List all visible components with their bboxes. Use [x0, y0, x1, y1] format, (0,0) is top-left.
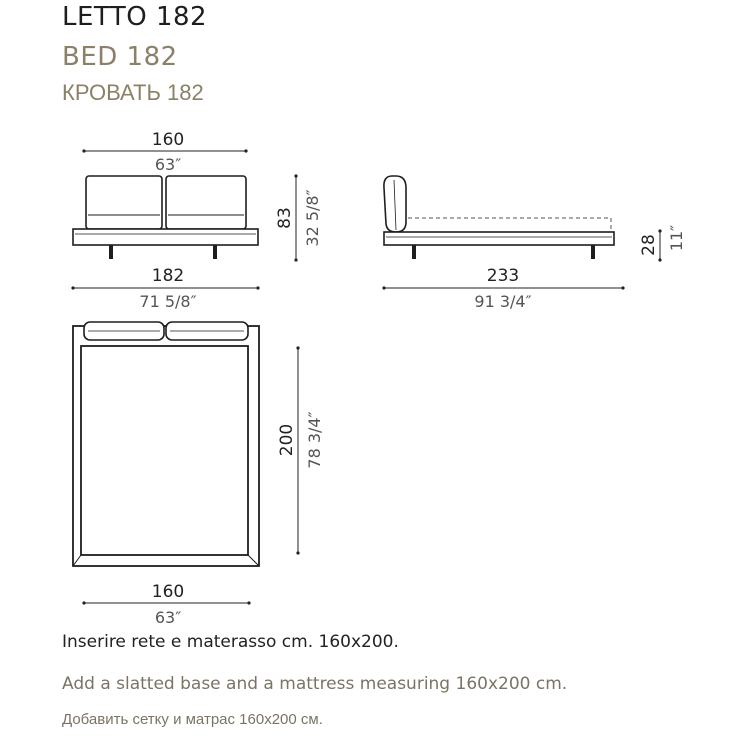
front-width-cm: 160: [151, 130, 185, 150]
plan-inner-platform: [81, 346, 248, 555]
side-bed-frame: [384, 232, 614, 245]
dimension-endpoint: [621, 286, 624, 289]
side-view: [382, 176, 686, 311]
dimension-endpoint: [82, 149, 85, 152]
plan-width-cm: 160: [151, 582, 185, 602]
dimension-endpoint: [294, 258, 297, 261]
dimension-endpoint: [296, 551, 299, 554]
title-russian: КРОВАТЬ 182: [62, 80, 204, 105]
overall-width-in: 71 5/8″: [139, 292, 197, 311]
side-length-in: 91 3/4″: [474, 292, 532, 311]
dimension-endpoint: [71, 286, 74, 289]
side-height-in: 11″: [667, 224, 686, 252]
note-russian: Добавить сетку и матрас 160x200 см.: [62, 711, 323, 728]
front-leg-right: [213, 245, 217, 259]
front-height-cm: 83: [275, 207, 295, 229]
dimension-endpoint: [658, 229, 661, 232]
front-bed-frame: [73, 229, 258, 245]
dimension-endpoint: [244, 149, 247, 152]
headboard-cushion-right: [166, 176, 246, 229]
headboard-cushion-left: [86, 176, 162, 229]
dimension-endpoint: [256, 286, 259, 289]
dimension-endpoint: [294, 174, 297, 177]
side-leg-right: [591, 245, 595, 259]
side-height-cm: 28: [639, 234, 659, 256]
front-width-in: 63″: [154, 155, 182, 174]
dimension-endpoint: [296, 346, 299, 349]
plan-length-cm: 200: [277, 423, 297, 457]
side-leg-left: [412, 245, 416, 259]
overall-width-cm: 182: [151, 266, 185, 286]
mattress-dashed-outline: [408, 218, 611, 231]
front-leg-left: [109, 245, 113, 259]
note-italian: Inserire rete e materasso cm. 160x200.: [62, 632, 399, 652]
title-italian: LETTO 182: [62, 2, 208, 32]
front-height-in: 32 5/8″: [303, 189, 322, 247]
dimension-endpoint: [382, 286, 385, 289]
plan-view: [73, 322, 324, 627]
plan-width-in: 63″: [154, 608, 182, 627]
plan-length-in: 78 3/4″: [305, 411, 324, 469]
dimension-endpoint: [247, 601, 250, 604]
dimension-endpoint: [82, 601, 85, 604]
title-english: BED 182: [62, 42, 178, 72]
dimension-endpoint: [658, 258, 661, 261]
front-view: [71, 130, 322, 311]
side-length-cm: 233: [486, 266, 520, 286]
note-english: Add a slatted base and a mattress measuring 160x200 cm.: [62, 674, 568, 694]
